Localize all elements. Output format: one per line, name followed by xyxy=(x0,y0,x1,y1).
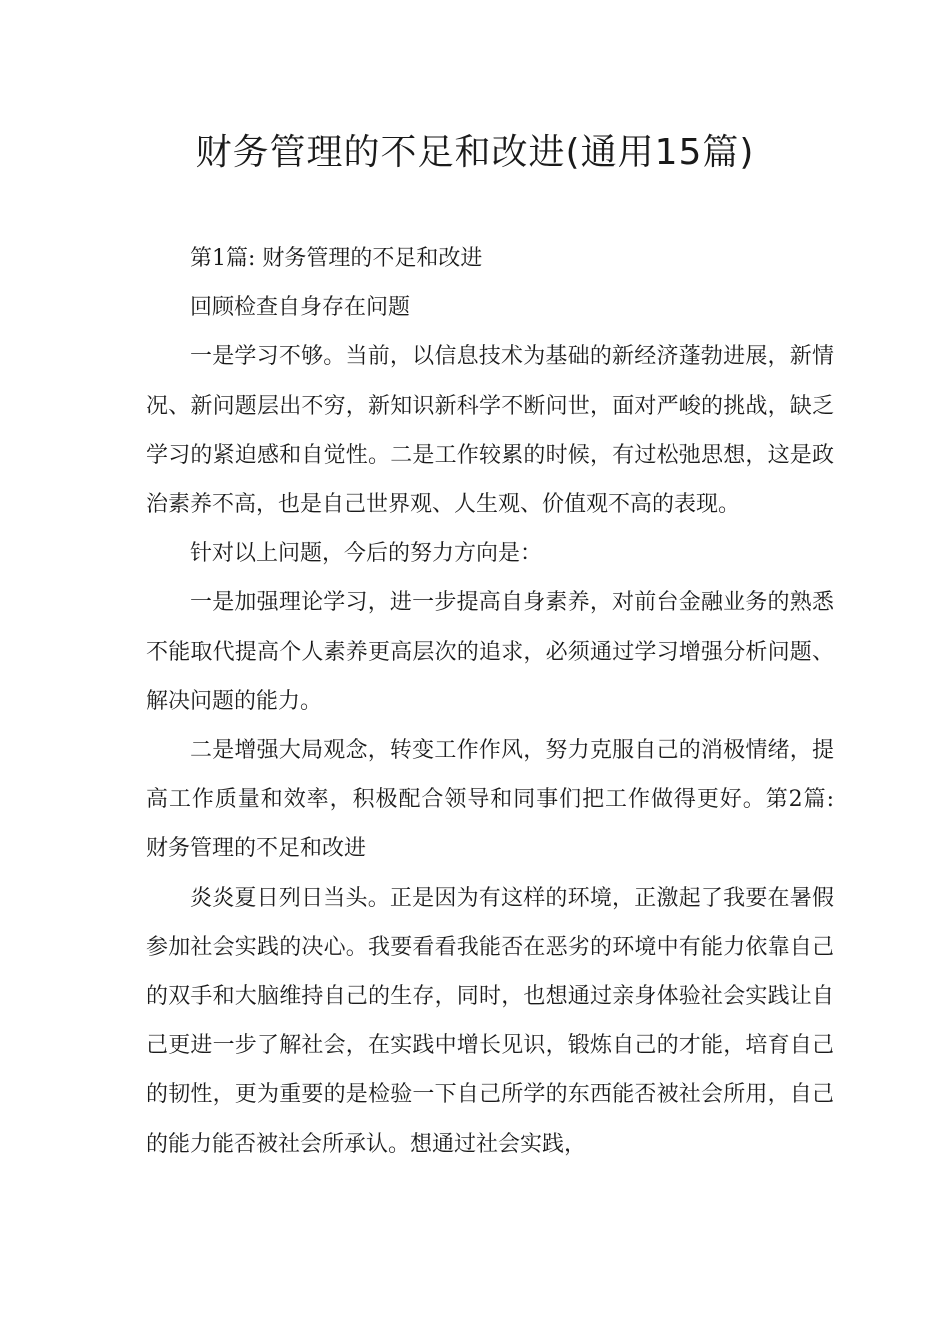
paragraph-problems: 一是学习不够。当前，以信息技术为基础的新经济蓬勃进展，新情况、新问题层出不穷，新知识新科学不断问世，面对严峻的挑战，缺乏学习的紧迫感和自觉性。二是工作较累的时候，有过松弛思想，这是政治素养不高，也是自己世界观、人生观、价值观不高的表现。 xyxy=(146,344,834,518)
paragraph-direction-one: 一是加强理论学习，进一步提高自身素养，对前台金融业务的熟悉不能取代提高个人素养更高层次的追求，必须通过学习增强分析问题、解决问题的能力。 xyxy=(146,590,834,714)
paragraph-review-heading: 回顾检查自身存在问题 xyxy=(190,295,411,321)
paragraph-direction-two: 二是增强大局观念，转变工作作风，努力克服自己的消极情绪，提高工作质量和效率，积极配合领导和同事们把工作做得更好。第2篇: 财务管理的不足和改进 xyxy=(146,738,834,862)
document-body xyxy=(146,234,834,1169)
paragraph-part1-heading: 第1篇: 财务管理的不足和改进 xyxy=(190,246,483,271)
paragraph-direction-heading: 针对以上问题，今后的努力方向是： xyxy=(190,541,543,567)
paragraph-summer-practice: 炎炎夏日列日当头。正是因为有这样的环境，正激起了我要在暑假参加社会实践的决心。我要看看我能否在恶劣的环境中有能力依靠自己的双手和大脑维持自己的生存，同时，也想通过亲身体验社会实践让自己更进一步了解社会，在实践中增长见识，锻炼自己的才能，培育自己的韧性，更为重要的是检验一下自己所学的东西能否被社会所用，自己的能力能否被社会所承认。想通过社会实践， xyxy=(146,885,834,1157)
document-title: 财务管理的不足和改进(通用15篇) xyxy=(195,132,755,173)
